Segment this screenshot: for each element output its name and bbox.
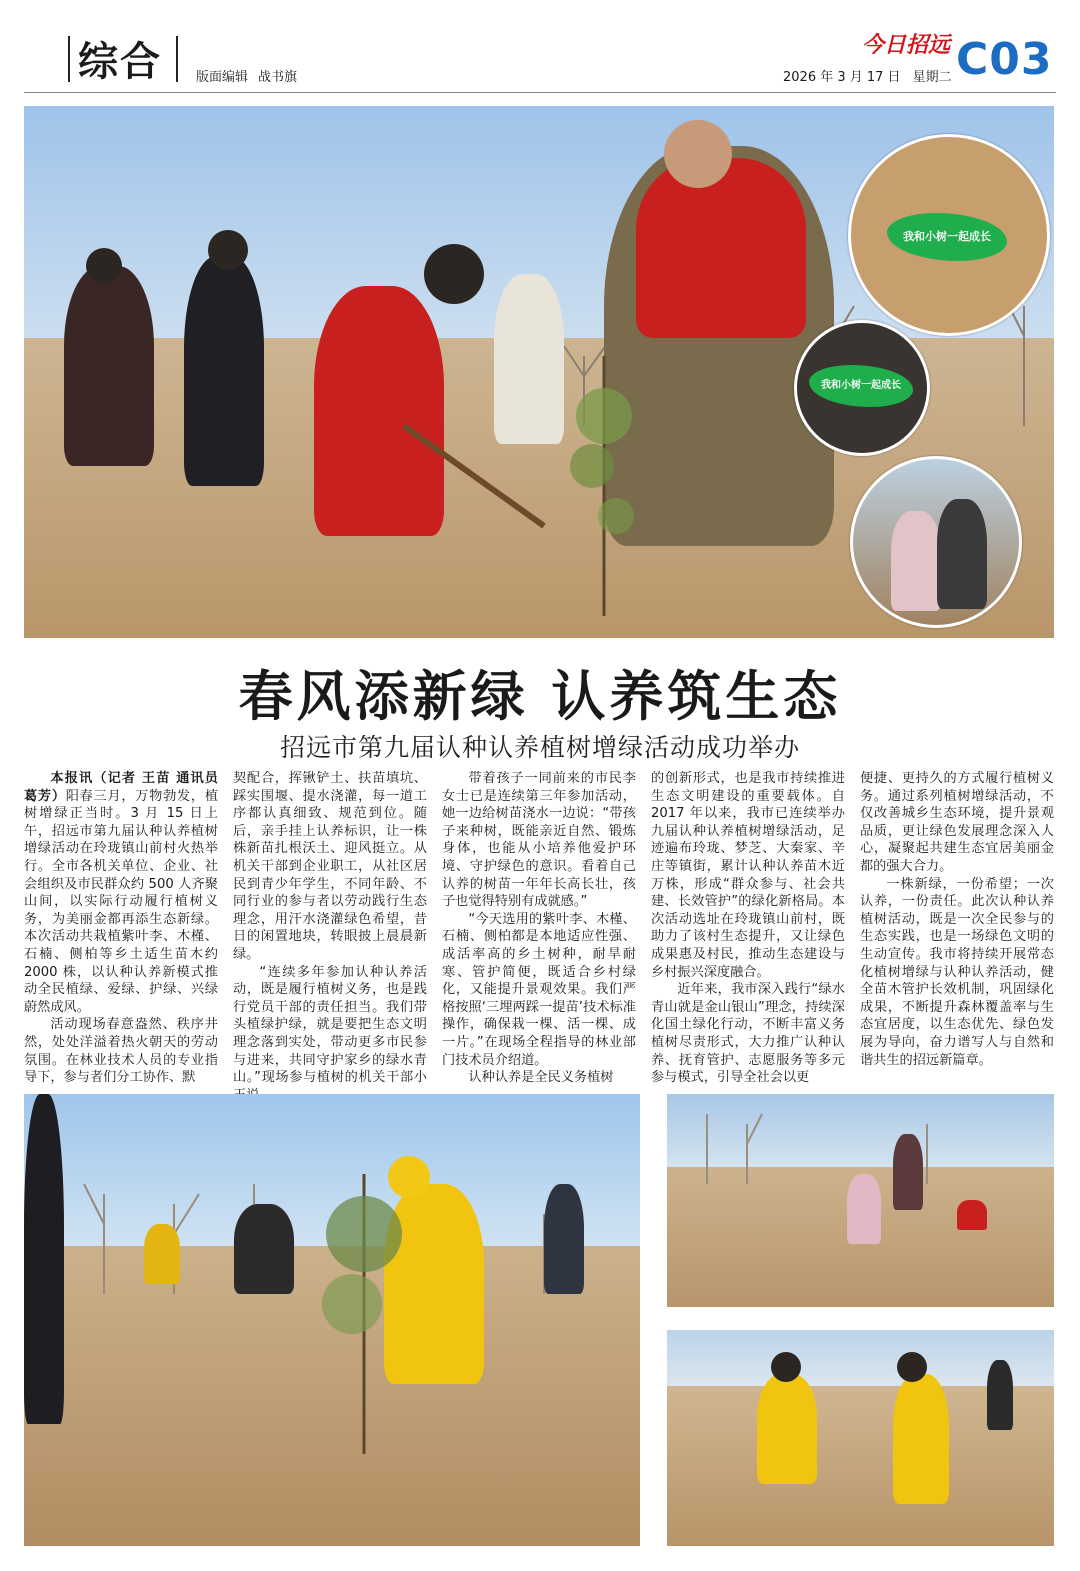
person-woman [64, 266, 154, 466]
sapling [294, 1154, 434, 1454]
child-pink [847, 1174, 881, 1244]
bottom-photo-large [24, 1094, 640, 1546]
person-head [208, 230, 248, 270]
person-digging [234, 1204, 294, 1294]
article-column-3 [442, 770, 636, 1087]
inset-sign-photo-2 [794, 320, 930, 456]
article-column-4 [651, 770, 845, 1087]
adult-head [897, 1352, 927, 1382]
person-standing [893, 1134, 923, 1210]
article-column-2 [233, 770, 427, 1104]
paragraph: “连续多年参加认种认养活动，既是履行植树义务，也是践行党员干部的责任担当。我们带头植绿护绿，就是要把生态文明理念落到实处，带动更多市民参与进来，共同守护家乡的绿水青山。”现场参与植树的机关干部小 [233, 964, 427, 1086]
adult-dark [937, 499, 987, 609]
masthead-logo: 今日招远 [862, 32, 951, 58]
article-column-5 [860, 770, 1054, 1069]
bottom-photo-right-bottom [667, 1330, 1054, 1546]
weekday-text: 星期二 [912, 70, 952, 85]
paragraph: 阳春三月，万物勃发，植树增绿正当时。3 月 15 日上午，招远市第九届认种认养植树增绿活动在玲珑镇山前村火热举行。全市各机关单位、企业、社会组织及市民群众约 500 人齐聚山间，以实际行动履行植树义务，为美丽金都再添生态新绿。本次活动共栽植紫叶李、木槿、石楠、侧柏等乡土适生苗木约 2000 株，以认种认养新模式推动全民植绿、爱绿、护绿、兴绿蔚然成风。 [24, 788, 219, 1015]
child-pink-jacket [891, 511, 941, 611]
paragraph: 活动现场春意盎然、秩序井然，处处洋溢着热火朝天的劳动氛围。在林业技术人员的专业指导下，参与者们分工协作、默 [24, 1017, 218, 1086]
person-background [544, 1184, 584, 1294]
paragraph: 近年来，我市深入践行“绿水青山就是金山银山”理念，持续深化国土绿化行动，不断丰富义务植树尽责形式，大力推广认种认养、抚育管护、志愿服务等多元参与模式，引导全社会以更 [651, 982, 845, 1086]
byline: 本报讯（记者 王苗 通讯员 葛芳） [24, 771, 218, 804]
sapling [544, 336, 664, 616]
paragraph: “今天选用的紫叶李、木槿、石楠、侧柏都是本地适应性强、成活率高的乡土树种，耐旱耐寒、管护简便，既适合乡村绿化，又能提升景观效果。我们严格按照‘三埋两踩一提苗’技术标准操作，确保栽一棵、活一棵、成一片。”在现场全程指导的林业部门技术员介绍道。 [442, 911, 636, 1068]
paragraph: 一株新绿，一份希望；一次认养，一份责任。此次认种认养植树活动，既是一次全民参与的生态实践，也是一场绿色文明的生动宣传。我市将持续开展常态化植树增绿与认种认养活动，健全苗木管护长效机制，巩固绿化成果，不断提升森林覆盖率与生态宜居度，以生态优先、绿色发展为导向，奋力谱写人与自然和谐共生的招远新篇章。 [860, 876, 1054, 1068]
section-title: 综合 [78, 39, 162, 85]
editor-label: 版面编辑 [196, 70, 249, 85]
paragraph: 契配合，挥锹铲土、扶苗填坑、踩实围堰、提水浇灌，每一道工序都认真细致、规范到位。随后，亲手挂上认养标识，让一株株新苗扎根沃土、迎风挺立。从机关干部到企业职工，从社区居民到青少年学生，不同年龄、不同行业的参与者以劳动践行生态理念，用汗水浇灌绿色希望，昔日的闲置地块，转眼披上晨晨新绿。 [233, 771, 427, 962]
person-boy-black [184, 256, 264, 486]
bottom-photo-right-top [667, 1094, 1054, 1307]
person-red [957, 1200, 987, 1230]
shovel [384, 406, 564, 556]
paragraph: 认种认养是全民义务植树 [468, 1070, 614, 1086]
inset-sign-photo [848, 134, 1050, 336]
header-divider-right [176, 36, 178, 82]
adult-red-vest [636, 158, 806, 338]
issue-date [783, 66, 964, 85]
child-yellow-vest [757, 1374, 817, 1484]
editor-name: 战书旗 [258, 70, 298, 85]
person-background [987, 1360, 1013, 1430]
paragraph: 带着孩子一同前来的市民李女士已是连续第三年参加活动，她一边给树苗浇水一边说：“带孩子来种树，既能亲近自然、锻炼身体，也能从小培养他爱护环境、守护绿色的意识。看着自己认养的树苗一年年长高长壮，孩子也觉得特别有成就感。” [442, 771, 636, 910]
subheadline: 招远市第九届认种认养植树增绿活动成功举办 [279, 733, 800, 762]
child-head [424, 244, 484, 304]
header-divider-left [68, 36, 70, 82]
header-rule [24, 92, 1056, 93]
adult-yellow-vest [893, 1374, 949, 1504]
child-head [771, 1352, 801, 1382]
adoption-sign: 我和小树一起成长 [887, 213, 1007, 261]
inset-family-photo [850, 456, 1022, 628]
background-trees [667, 1104, 1054, 1184]
paragraph: 便捷、更持久的方式履行植树义务。通过系列植树增绿活动，不仅改善城乡生态环境，提升景观品质，更让绿色发展理念深入人心，凝聚起共建生态宜居美丽金都的强大合力。 [860, 771, 1054, 874]
page-number: C03 [956, 34, 1053, 85]
person-yellow-background [144, 1224, 180, 1284]
person-foreground-edge [24, 1094, 64, 1424]
date-text: 2026 年 3 月 17 日 [783, 70, 901, 85]
headline: 春风添新绿 认养筑生态 [238, 665, 842, 728]
paragraph: 的创新形式，也是我市持续推进生态文明建设的重要载体。自 2017 年以来，我市已连续举办九届认种认养植树增绿活动，足迹遍布玲珑、梦芝、大秦家、辛庄等镇街，累计认种认养苗木近万株，形成“群众参与、社会共建、长效管护”的绿化新格局。本次活动选址在玲珑镇山前村，既助力了该村生态提升，又让绿色成果惠及村民，推动生态建设与乡村振兴深度融合。 [651, 771, 845, 980]
editor-credit [196, 66, 307, 85]
main-photo [24, 106, 1054, 638]
adoption-sign: 我和小树一起成长 [809, 365, 913, 407]
article-column-1 [24, 770, 218, 1087]
person-head [86, 248, 122, 284]
adult-head [664, 120, 732, 188]
